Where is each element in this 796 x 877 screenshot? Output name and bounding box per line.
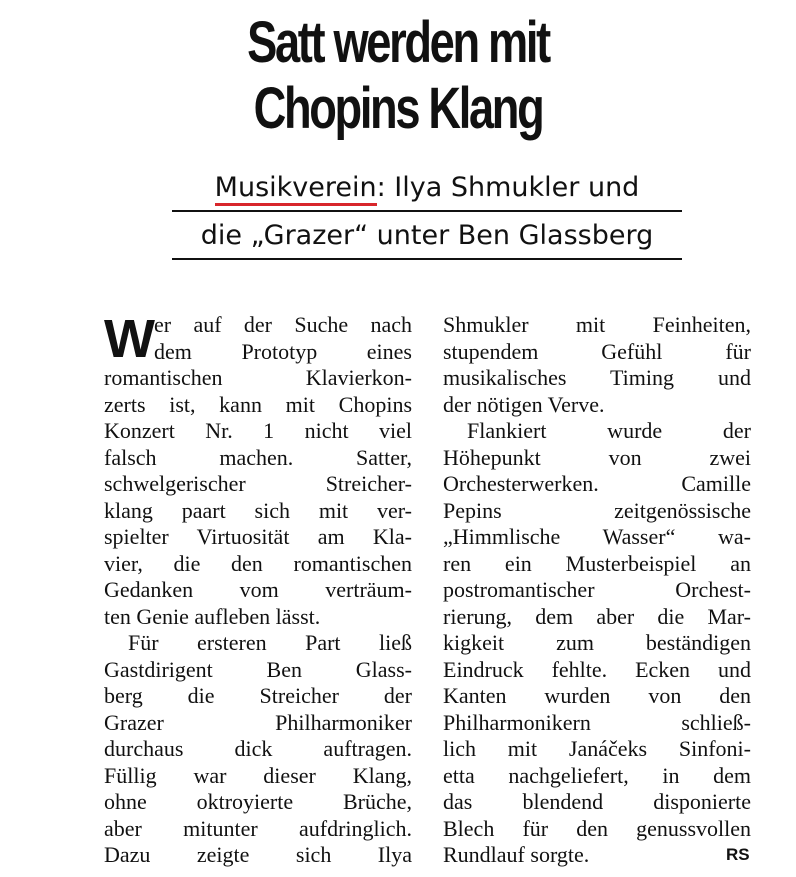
article-line: romantischen Klavierkon- bbox=[104, 365, 412, 390]
article-line: er auf der Suche nach bbox=[154, 312, 412, 337]
article-line: falsch machen. Satter, bbox=[104, 444, 412, 470]
article-line: Shmukler mit Feinheiten, bbox=[443, 312, 751, 337]
article-line: Füllig war dieser Klang, bbox=[104, 762, 412, 788]
article-line: Eindruck fehlte. Ecken und bbox=[443, 656, 751, 682]
headline-line-2: Chopins Klang bbox=[253, 76, 543, 141]
article-line: Konzert Nr. 1 nicht viel bbox=[104, 418, 412, 443]
subheadline-rest: : Ilya Shmukler und bbox=[376, 172, 640, 203]
article-line: das blendend disponierte bbox=[443, 789, 751, 814]
article-line: schwelgerischer Streicher- bbox=[104, 471, 412, 496]
article-line: etta nachgeliefert, in dem bbox=[443, 762, 751, 788]
article-line: Flankiert wurde der bbox=[467, 418, 751, 443]
article-line: lich mit Janáčeks Sinfoni- bbox=[443, 736, 751, 761]
article-line: rierung, dem aber die Mar- bbox=[443, 603, 751, 629]
article-line: berg die Streicher der bbox=[104, 683, 412, 708]
article-line: dem Prototyp eines bbox=[154, 338, 412, 364]
author-signature: RS bbox=[726, 845, 750, 864]
article-line: ten Genie aufleben lässt. bbox=[104, 603, 321, 629]
article-line: Grazer Philharmoniker bbox=[104, 709, 412, 735]
article-line: Dazu zeigte sich Ilya bbox=[104, 842, 412, 867]
article-line: Für ersteren Part ließ bbox=[128, 630, 412, 655]
article-line: Orchesterwerken. Camille bbox=[443, 471, 751, 496]
article-line: Blech für den genussvollen bbox=[443, 815, 751, 841]
article-line: Gastdirigent Ben Glass- bbox=[104, 656, 412, 682]
article-line: zerts ist, kann mit Chopins bbox=[104, 391, 412, 417]
subheadline-line-1 bbox=[172, 172, 682, 212]
article-line: Pepins zeitgenössische bbox=[443, 497, 751, 523]
subheadline-line-2: die „Grazer“ unter Ben Glassberg bbox=[172, 220, 682, 260]
article-line: klang paart sich mit ver- bbox=[104, 497, 412, 523]
drop-cap: W bbox=[104, 309, 155, 369]
article-line: kigkeit zum beständigen bbox=[443, 630, 751, 655]
article-line: durchaus dick auftragen. bbox=[104, 736, 412, 761]
article-line: der nötigen Verve. bbox=[443, 391, 605, 417]
headline-line-1: Satt werden mit bbox=[247, 10, 549, 75]
article-line: Gedanken vom verträum- bbox=[104, 577, 412, 602]
article-line: aber mitunter aufdringlich. bbox=[104, 815, 412, 841]
article-line: postromantischer Orchest- bbox=[443, 577, 751, 602]
article-line: ren ein Musterbeispiel an bbox=[443, 550, 751, 576]
headline bbox=[88, 10, 709, 142]
article-column-left bbox=[104, 309, 412, 869]
article-line: musikalisches Timing und bbox=[443, 365, 751, 390]
article-line: stupendem Gefühl für bbox=[443, 338, 751, 364]
article-line: Kanten wurden von den bbox=[443, 683, 751, 708]
article-line: „Himmlische Wasser“ wa- bbox=[443, 524, 751, 549]
article-line: spielter Virtuosität am Kla- bbox=[104, 524, 412, 549]
article-line: Rundlauf sorgte. bbox=[443, 842, 590, 867]
article-line: Philharmonikern schließ- bbox=[443, 709, 751, 735]
article-line: vier, die den romantischen bbox=[104, 550, 412, 576]
article-column-right bbox=[443, 312, 751, 869]
article-line: Höhepunkt von zwei bbox=[443, 444, 751, 470]
article-line: ohne oktroyierte Brüche, bbox=[104, 789, 412, 814]
subheadline-keyword: Musikverein bbox=[215, 172, 377, 206]
